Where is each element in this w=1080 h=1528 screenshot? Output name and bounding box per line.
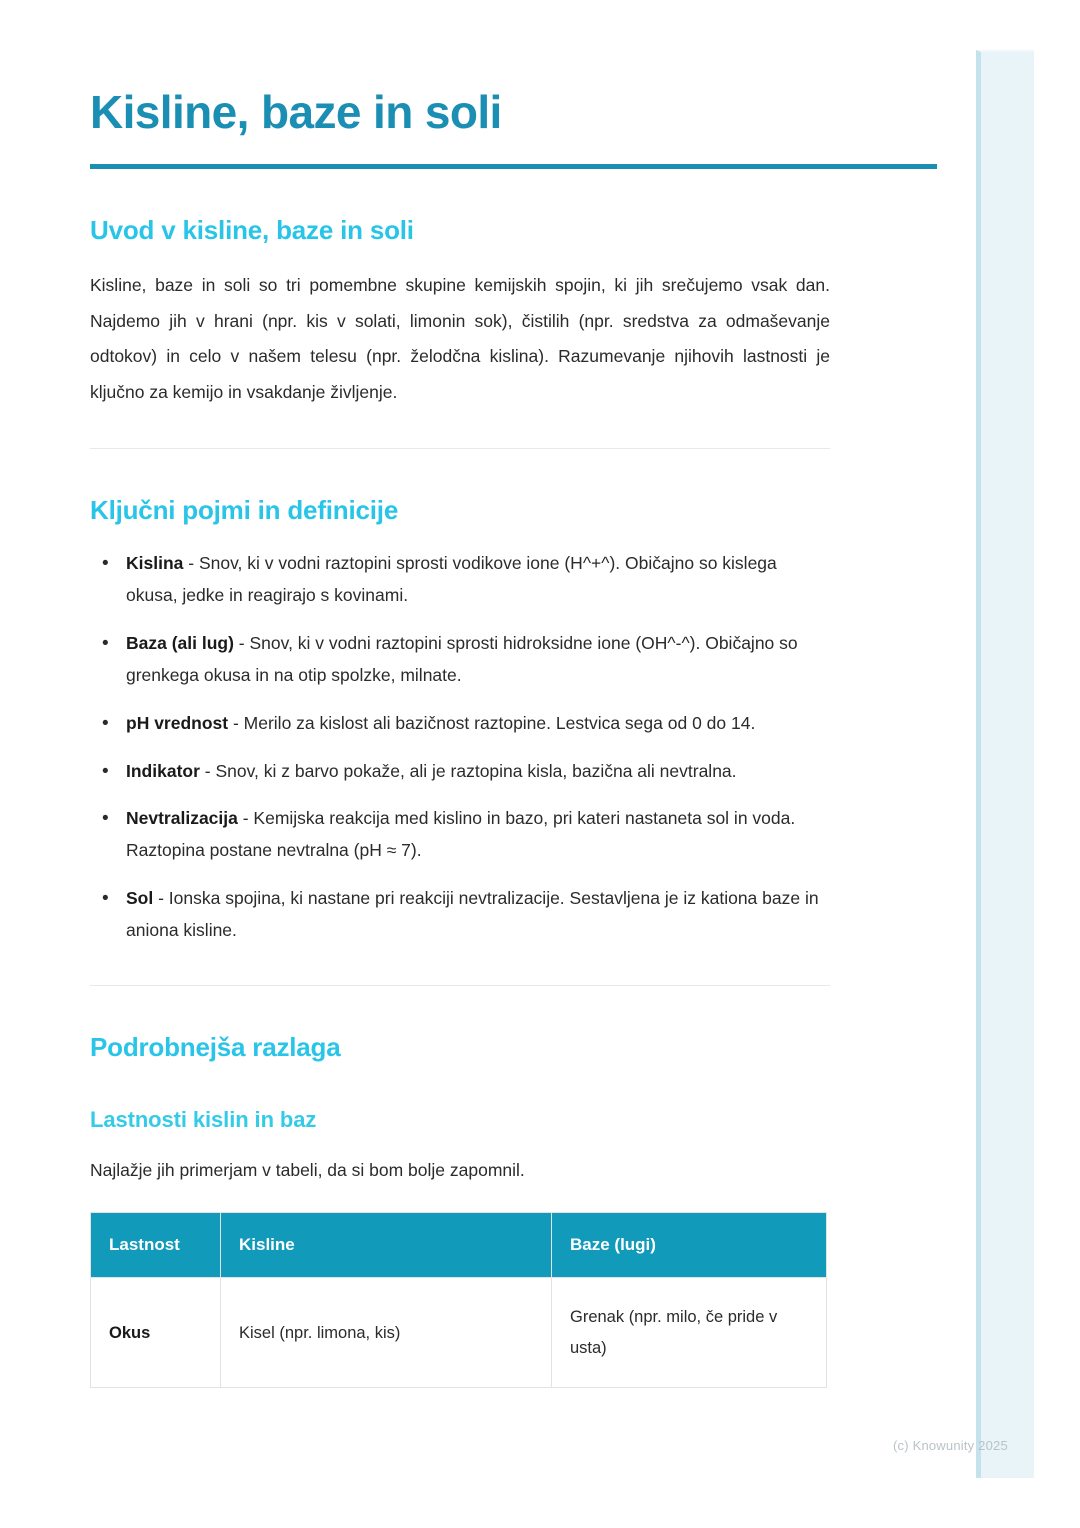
list-item (90, 548, 830, 612)
term-definition: - Merilo za kislost ali bazičnost raztopine. Lestvica sega od 0 do 14. (228, 712, 756, 733)
term-label: Sol (126, 888, 154, 909)
intro-paragraph: Kisline, baze in soli so tri pomembne skupine kemijskih spojin, ki jih srečujemo vsak dan. Najdemo jih v hrani (npr. kis v solati, limonin sok), čistilih (npr. sredstva za odmaševanje odtokov) in celo v našem telesu (npr. želodčna kislina). Razumevanje njihovih lastnosti je ključno za kemijo in vsakdanje življenje. (90, 275, 830, 402)
term-label: Indikator (126, 760, 200, 781)
list-item (90, 756, 830, 788)
term-definition: - Snov, ki v vodni raztopini sprosti hidroksidne ione (OH^-^). Običajno so grenkega okusa in na otip spolzke, milnate. (126, 633, 798, 685)
column-header-bases: Baze (lugi) (552, 1213, 827, 1278)
properties-comparison-table (90, 1212, 827, 1388)
section-heading-key-terms: Ključni pojmi in definicije (90, 495, 399, 526)
term-definition: - Snov, ki z barvo pokaže, ali je raztopina kisla, bazična ali nevtralna. (199, 760, 737, 781)
term-label: Baza (ali lug) (126, 633, 234, 654)
column-header-acids: Kisline (221, 1213, 552, 1278)
section-heading-detailed: Podrobnejša razlaga (90, 1031, 341, 1062)
table-cell-bases: Grenak (npr. milo, če pride v usta) (552, 1278, 827, 1388)
term-label: Kislina (126, 553, 184, 574)
term-definition: - Snov, ki v vodni raztopini sprosti vodikove ione (H^+^). Običajno so kislega okusa, jedke in reagirajo s kovinami. (126, 553, 777, 606)
list-item (90, 708, 830, 740)
term-definition: - Kemijska reakcija med kislino in bazo, pri kateri nastaneta sol in voda. Raztopina postane nevtralna (pH ≈ 7). (126, 808, 796, 861)
right-edge-decorative-panel (976, 50, 1034, 1478)
term-definition: - Ionska spojina, ki nastane pri reakciji nevtralizacije. Sestavljena je iz kationa baze in aniona kisline. (126, 888, 819, 940)
list-item (90, 883, 830, 947)
list-item (90, 628, 830, 692)
section-divider-1 (90, 448, 830, 449)
key-terms-list (90, 548, 830, 946)
subsection-heading-properties: Lastnosti kislin in baz (90, 1106, 317, 1132)
page-title: Kisline, baze in soli (90, 86, 502, 138)
table-intro-text: Najlažje jih primerjam v tabeli, da si bom bolje zapomnil. (90, 1159, 525, 1180)
copyright-watermark: (c) Knowunity 2025 (893, 1438, 1008, 1453)
table-cell-property: Okus (91, 1278, 221, 1388)
term-label: Nevtralizacija (126, 808, 238, 829)
table-header-row (91, 1213, 827, 1278)
term-label: pH vrednost (126, 712, 229, 733)
section-heading-intro: Uvod v kisline, baze in soli (90, 215, 414, 246)
column-header-property: Lastnost (91, 1213, 221, 1278)
title-underline-rule (90, 164, 937, 169)
section-divider-2 (90, 985, 830, 986)
table-row (91, 1278, 827, 1388)
list-item (90, 803, 830, 867)
table-cell-acids: Kisel (npr. limona, kis) (221, 1278, 552, 1388)
